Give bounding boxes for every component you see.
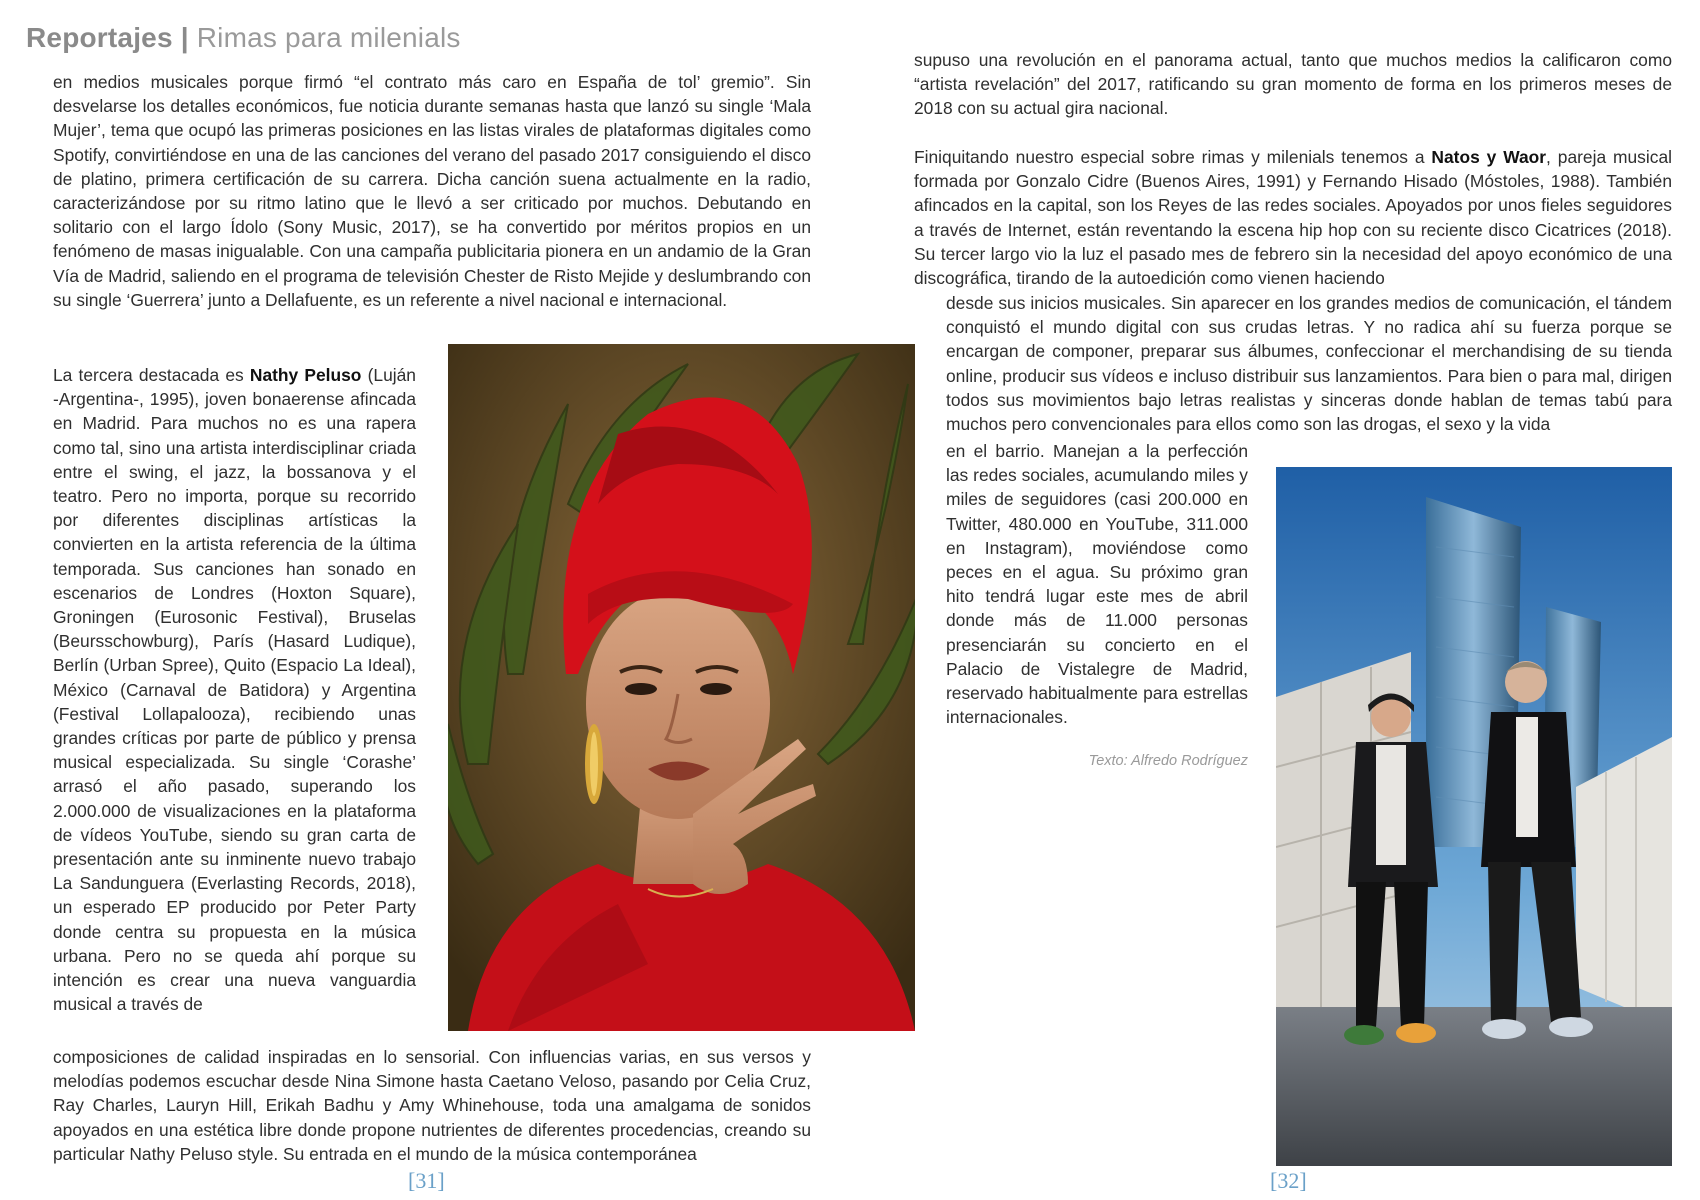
right-paragraph-2-indented: desde sus inicios musicales. Sin aparecer en los grandes medios de comunicación, el tándem conquistó el mundo digital con sus crudas letras. Y no radica ahí su fuerza porque se encargan de componer, preparar sus álbumes, confeccionar el merchandising de su tienda online, producir sus vídeos e incluso distribuir sus lanzamientos. Para bien o para mal, dirigen todos sus movimientos bajo letras realistas y sinceras donde hablan de temas tabú para muchos pero convencionales para ellos como son las drogas, el sexo y la vida [946, 293, 1672, 435]
left-paragraph-2-intro: La tercera destacada es [53, 365, 244, 385]
artist-name-natos-waor: Natos y Waor [1431, 147, 1547, 167]
left-paragraph-2-continued: composiciones de calidad inspiradas en lo sensorial. Con influencias varias, en sus versos y melodías podemos escuchar desde Nina Simone hasta Caetano Veloso, pasando por Celia Cruz, Ray Charles, Lauryn Hill, Erikah Badhu y Amy Whinehouse, toda una amalgama de sonidos apoyados en una estética libre donde propone nutrientes de diferentes procedencias, creando su particular Nathy Peluso style. Su entrada en el mundo de la música contemporánea [53, 1047, 811, 1164]
author-credit: Texto: Alfredo Rodríguez [1088, 753, 1248, 769]
duo-photo [1276, 467, 1672, 1166]
running-header [26, 22, 461, 54]
header-separator: | [180, 22, 189, 53]
right-paragraph-2-body: , pareja musical formada por Gonzalo Cidre (Buenos Aires, 1991) y Fernando Hisado (Móstoles, 1988). También afincados en la capital, son los Reyes de las redes sociales. Apoyados por unos fieles seguidores a través de Internet, están reventando la escena hip hop con su reciente disco Cicatrices (2018). Su tercer largo vio la luz el pasado mes de febrero sin la necesidad del apoyo económico de una discográfica, tirando de la autoedición como vienen haciendo [914, 147, 1672, 289]
duo-illustration [1276, 467, 1672, 1166]
header-topic: Rimas para milenials [196, 22, 461, 53]
artist-name-nathy: Nathy Peluso [249, 365, 362, 385]
right-paragraph-1: supuso una revolución en el panorama actual, tanto que muchos medios la calificaron como “artista revelación” del 2017, ratificando su gran momento de forma en los primeros meses de 2018 con su actual gira nacional. [914, 50, 1672, 119]
page-number-left: [31] [408, 1168, 445, 1193]
header-section: Reportajes [26, 22, 173, 53]
page-number-right: [32] [1270, 1168, 1307, 1193]
left-paragraph-2-wrapped [53, 363, 416, 1016]
left-paragraph-2-body: (Luján -Argentina-, 1995), joven bonaerense afincada en Madrid. Para muchos no es una rapera como tal, sino una artista interdisciplinar criada entre el swing, el jazz, la bossanova y el teatro. Pero no importa, porque su recorrido por diferentes disciplinas artísticas la convierten en la artista referencia de la última temporada. Sus canciones han sonado en escenarios de Londres (Hoxton Square), Groningen (Eurosonic Festival), Bruselas (Beursschowburg), París (Hasard Ludique), Berlín (Urban Spree), Quito (Espacio La Ideal), México (Carnaval de Batidora) y Argentina (Festival Lollapalooza), recibiendo unas grandes críticas por parte de público y prensa musical especializada. Su single ‘Corashe’ arrasó el año pasado, superando los 2.000.000 de visualizaciones en la plataforma de vídeos YouTube, siendo su gran carta de presentación ante su inminente nuevo trabajo La Sandunguera (Everlasting Records, 2018), un esperado EP producido por Peter Party donde centra su propuesta en la música urbana. Pero no se queda ahí porque su intención es crear una nueva vanguardia musical a través de [53, 365, 416, 1015]
left-paragraph-1: en medios musicales porque firmó “el contrato más caro en España de tol’ gremio”. Sin desvelarse los detalles económicos, fue noticia durante semanas hasta que lanzó su single ‘Mala Mujer’, tema que ocupó las primeras posiciones en las listas virales de plataformas digitales como Spotify, convirtiéndose en una de las canciones del verano del pasado 2017 consiguiendo el disco de platino, primera certificación de su carrera. Dicha canción suena actualmente en la radio, caracterizándose por su ritmo latino que le llevó a ser criticado por muchos. Debutando en solitario con el largo Ídolo (Sony Music, 2017), se ha convertido por méritos propios en un fenómeno de masas inigualable. Con una campaña publicitaria pionera en un andamio de la Gran Vía de Madrid, saliendo en el programa de televisión Chester de Risto Mejide y deslumbrando con su single ‘Guerrera’ junto a Dellafuente, es un referente a nivel nacional e internacional. [53, 72, 811, 310]
right-paragraph-2 [914, 145, 1672, 290]
right-paragraph-2-narrow: en el barrio. Manejan a la perfección las redes sociales, acumulando miles y miles de seguidores (casi 200.000 en Twitter, 480.000 en YouTube, 311.000 en Instagram), moviéndose como peces en el agua. Su próximo gran hito tendrá lugar este mes de abril donde más de 11.000 personas presenciarán su concierto en el Palacio de Vistalegre de Madrid, reservado habitualmente para estrellas internacionales. [946, 441, 1248, 728]
right-paragraph-2-intro: Finiquitando nuestro especial sobre rimas y milenials tenemos a [914, 147, 1425, 167]
portrait-illustration [448, 344, 915, 1031]
portrait-photo [448, 344, 915, 1031]
